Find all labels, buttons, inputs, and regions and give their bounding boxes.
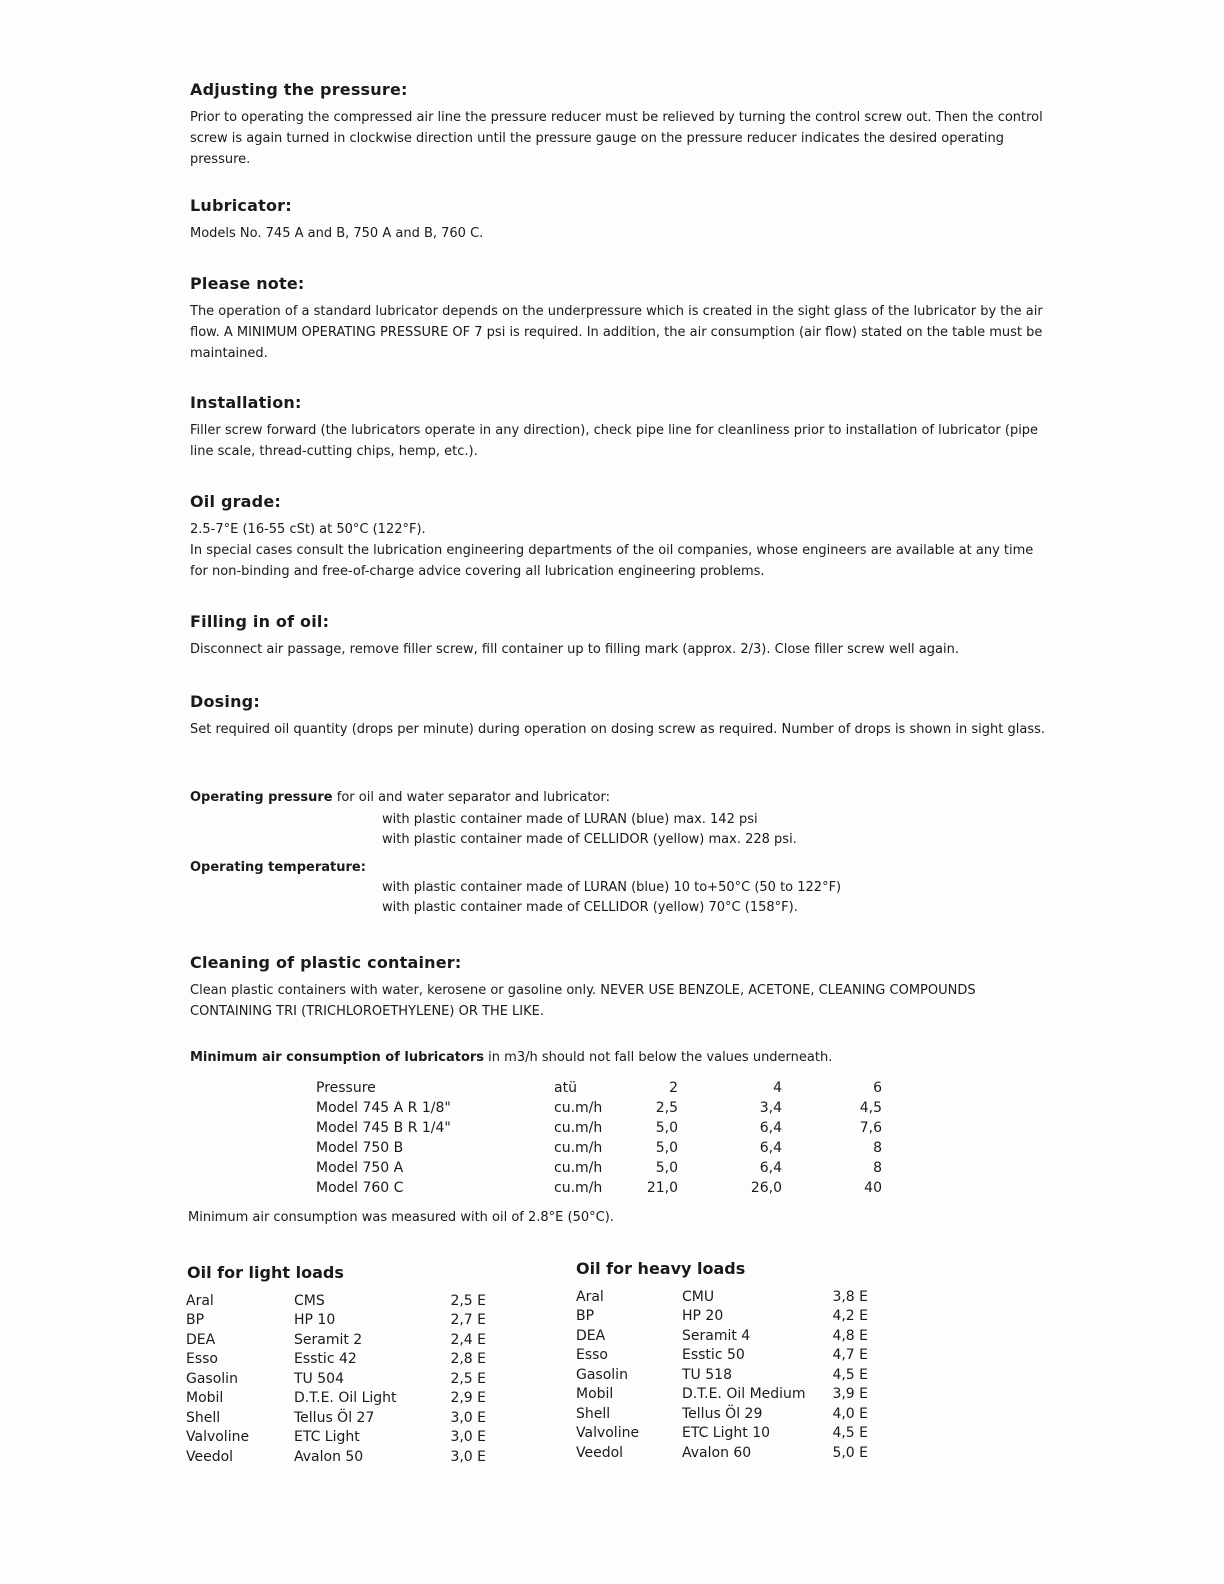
text-note: The operation of a standard lubricator depends on the underpressure which is created in the sight glass of the lubricator by the air flow. A MINIMUM OPERATING PRESSURE OF 7 psi is required. In addition, the air consumption (air flow) stated on the table must be maintained. (190, 304, 1043, 361)
consumption-table (316, 1078, 882, 1198)
product-cell: ETC Light 10 (682, 1425, 771, 1442)
table-row (316, 1098, 882, 1118)
product-cell: TU 518 (682, 1366, 732, 1383)
table-row (186, 1350, 486, 1370)
brand-cell: BP (576, 1308, 595, 1325)
operating-pressure-cellidor: with plastic container made of CELLIDOR (yellow) max. 228 psi. (382, 832, 797, 847)
table-row (186, 1428, 486, 1448)
viscosity-cell: 4,0 E (832, 1405, 868, 1422)
brand-cell: Gasolin (186, 1370, 238, 1387)
product-cell: HP 20 (682, 1308, 724, 1325)
viscosity-cell: 4,7 E (832, 1347, 868, 1364)
value-cell: 21,0 (646, 1180, 678, 1196)
operating-pressure-line (190, 790, 610, 805)
brand-cell: Shell (576, 1405, 611, 1422)
brand-cell: BP (186, 1312, 205, 1329)
section-lubricator (190, 196, 1050, 244)
consumption-header-row (316, 1078, 882, 1098)
brand-cell: Esso (576, 1347, 608, 1364)
table-row (576, 1287, 868, 1307)
operating-temperature-label: Operating temperature: (190, 860, 366, 875)
brand-cell: DEA (576, 1327, 606, 1344)
value-cell: 5,0 (655, 1160, 678, 1176)
section-dosing (190, 692, 1050, 740)
section-oil-grade (190, 492, 1050, 582)
heading-dosing: Dosing: (190, 692, 260, 711)
operating-pressure-luran: with plastic container made of LURAN (blue) max. 142 psi (382, 812, 758, 827)
heading-installation: Installation: (190, 393, 302, 412)
brand-cell: Gasolin (576, 1366, 628, 1383)
operating-pressure-suffix: for oil and water separator and lubricator: (336, 790, 610, 805)
unit-cell: cu.m/h (554, 1120, 603, 1136)
value-cell: 6,4 (759, 1120, 782, 1136)
brand-cell: Veedol (186, 1448, 234, 1465)
product-cell: D.T.E. Oil Medium (682, 1386, 806, 1403)
header-2: 2 (669, 1080, 678, 1096)
table-row (316, 1178, 882, 1198)
heading-lubricator: Lubricator: (190, 196, 292, 215)
viscosity-cell: 3,8 E (832, 1288, 868, 1305)
value-cell: 6,4 (759, 1140, 782, 1156)
viscosity-cell: 2,5 E (450, 1292, 486, 1309)
viscosity-cell: 5,0 E (832, 1444, 868, 1461)
value-cell: 7,6 (859, 1120, 882, 1136)
product-cell: Esstic 50 (682, 1347, 745, 1364)
brand-cell: Aral (576, 1288, 604, 1305)
brand-cell: Mobil (186, 1390, 224, 1407)
heading-note: Please note: (190, 274, 305, 293)
consumption-intro (190, 1050, 832, 1065)
viscosity-cell: 4,5 E (832, 1425, 868, 1442)
header-4: 4 (773, 1080, 782, 1096)
heavy-oils-table (576, 1287, 868, 1463)
table-row (186, 1330, 486, 1350)
heading-adjusting: Adjusting the pressure: (190, 80, 408, 99)
viscosity-cell: 2,4 E (450, 1331, 486, 1348)
model-cell: Model 750 A (316, 1160, 404, 1176)
consumption-footnote: Minimum air consumption was measured with oil of 2.8°E (50°C). (188, 1210, 614, 1225)
brand-cell: Mobil (576, 1386, 614, 1403)
product-cell: CMS (294, 1292, 325, 1309)
table-row (186, 1447, 486, 1467)
product-cell: HP 10 (294, 1312, 336, 1329)
brand-cell: Veedol (576, 1444, 624, 1461)
product-cell: D.T.E. Oil Light (294, 1390, 397, 1407)
viscosity-cell: 4,8 E (832, 1327, 868, 1344)
viscosity-cell: 2,8 E (450, 1351, 486, 1368)
table-row (576, 1307, 868, 1327)
text-lubricator: Models No. 745 A and B, 750 A and B, 760 C. (190, 226, 484, 241)
product-cell: Tellus Öl 27 (294, 1409, 375, 1426)
unit-cell: cu.m/h (554, 1160, 603, 1176)
operating-temperature-cellidor: with plastic container made of CELLIDOR (yellow) 70°C (158°F). (382, 900, 798, 915)
unit-cell: cu.m/h (554, 1140, 603, 1156)
consumption-intro-rest: in m3/h should not fall below the values underneath. (488, 1050, 833, 1065)
operating-temperature-luran: with plastic container made of LURAN (blue) 10 to+50°C (50 to 122°F) (382, 880, 842, 895)
viscosity-cell: 3,9 E (832, 1386, 868, 1403)
brand-cell: Valvoline (186, 1429, 250, 1446)
product-cell: Avalon 60 (682, 1444, 752, 1461)
light-oils-table (186, 1291, 486, 1467)
viscosity-cell: 4,5 E (832, 1366, 868, 1383)
text-installation: Filler screw forward (the lubricators operate in any direction), check pipe line for cleanliness prior to installation of lubricator (pipe line scale, thread-cutting chips, hemp, etc.). (190, 423, 1039, 459)
value-cell: 26,0 (750, 1180, 782, 1196)
section-adjusting (190, 80, 1050, 170)
viscosity-cell: 2,9 E (450, 1390, 486, 1407)
value-cell: 8 (873, 1140, 882, 1156)
table-row (186, 1369, 486, 1389)
text-adjusting: Prior to operating the compressed air line the pressure reducer must be relieved by turning the control screw out. Then the control screw is again turned in clockwise direction until the pressure gauge on the pressure reducer indicates the desired operating pressure. (190, 110, 1043, 167)
text-filling: Disconnect air passage, remove filler screw, fill container up to filling mark (approx. 2/3). Close filler screw well again. (190, 642, 959, 657)
table-row (576, 1404, 868, 1424)
text-oil-grade: In special cases consult the lubrication engineering departments of the oil companies, whose engineers are available at any time for non-binding and free-of-charge advice covering all lubrication engineering problems. (190, 543, 1034, 579)
viscosity-cell: 3,0 E (450, 1409, 486, 1426)
value-cell: 8 (873, 1160, 882, 1176)
heading-heavy-oils: Oil for heavy loads (576, 1259, 746, 1278)
section-note (190, 274, 1050, 364)
product-cell: Seramit 4 (682, 1327, 751, 1344)
brand-cell: DEA (186, 1331, 216, 1348)
table-row (576, 1385, 868, 1405)
table-row (186, 1408, 486, 1428)
table-row (186, 1389, 486, 1409)
viscosity-cell: 2,7 E (450, 1312, 486, 1329)
unit-cell: cu.m/h (554, 1100, 603, 1116)
table-row (316, 1158, 882, 1178)
viscosity-cell: 3,0 E (450, 1429, 486, 1446)
table-row (576, 1346, 868, 1366)
model-cell: Model 760 C (316, 1180, 404, 1196)
viscosity-cell: 3,0 E (450, 1448, 486, 1465)
unit-cell: cu.m/h (554, 1180, 603, 1196)
brand-cell: Shell (186, 1409, 221, 1426)
product-cell: Tellus Öl 29 (682, 1405, 763, 1422)
header-pressure: Pressure (316, 1080, 376, 1096)
product-cell: Esstic 42 (294, 1351, 357, 1368)
heading-light-oils: Oil for light loads (187, 1263, 344, 1282)
text-oil-grade-spec: 2.5-7°E (16-55 cSt) at 50°C (122°F). (190, 522, 426, 537)
section-filling (190, 612, 1050, 660)
section-installation (190, 393, 1050, 462)
product-cell: CMU (682, 1288, 715, 1305)
product-cell: ETC Light (294, 1429, 360, 1446)
value-cell: 4,5 (859, 1100, 882, 1116)
value-cell: 2,5 (655, 1100, 678, 1116)
value-cell: 5,0 (655, 1120, 678, 1136)
value-cell: 40 (864, 1180, 882, 1196)
heading-cleaning: Cleaning of plastic container: (190, 953, 462, 972)
header-unit: atü (554, 1080, 577, 1096)
consumption-intro-bold: Minimum air consumption of lubricators (190, 1050, 485, 1065)
heading-filling: Filling in of oil: (190, 612, 330, 631)
model-cell: Model 745 A R 1/8" (316, 1100, 451, 1116)
brand-cell: Esso (186, 1351, 218, 1368)
text-dosing: Set required oil quantity (drops per minute) during operation on dosing screw as required. Number of drops is shown in sight glass. (190, 722, 1046, 737)
product-cell: Seramit 2 (294, 1331, 363, 1348)
table-row (576, 1365, 868, 1385)
model-cell: Model 750 B (316, 1140, 404, 1156)
table-row (186, 1311, 486, 1331)
header-6: 6 (873, 1080, 882, 1096)
value-cell: 5,0 (655, 1140, 678, 1156)
brand-cell: Valvoline (576, 1425, 640, 1442)
model-cell: Model 745 B R 1/4" (316, 1120, 451, 1136)
table-row (316, 1138, 882, 1158)
text-cleaning: Clean plastic containers with water, kerosene or gasoline only. NEVER USE BENZOLE, ACETONE, CLEANING COMPOUNDS CONTAINING TRI (TRICHLOROETHYLENE) OR THE LIKE. (190, 983, 976, 1019)
table-row (576, 1443, 868, 1463)
operating-pressure-label: Operating pressure (190, 790, 333, 805)
table-row (186, 1291, 486, 1311)
product-cell: TU 504 (294, 1370, 344, 1387)
value-cell: 3,4 (759, 1100, 782, 1116)
section-cleaning (190, 953, 1050, 1022)
value-cell: 6,4 (759, 1160, 782, 1176)
product-cell: Avalon 50 (294, 1448, 364, 1465)
viscosity-cell: 4,2 E (832, 1308, 868, 1325)
table-row (576, 1424, 868, 1444)
brand-cell: Aral (186, 1292, 214, 1309)
table-row (316, 1118, 882, 1138)
table-row (576, 1326, 868, 1346)
viscosity-cell: 2,5 E (450, 1370, 486, 1387)
heading-oil-grade: Oil grade: (190, 492, 281, 511)
